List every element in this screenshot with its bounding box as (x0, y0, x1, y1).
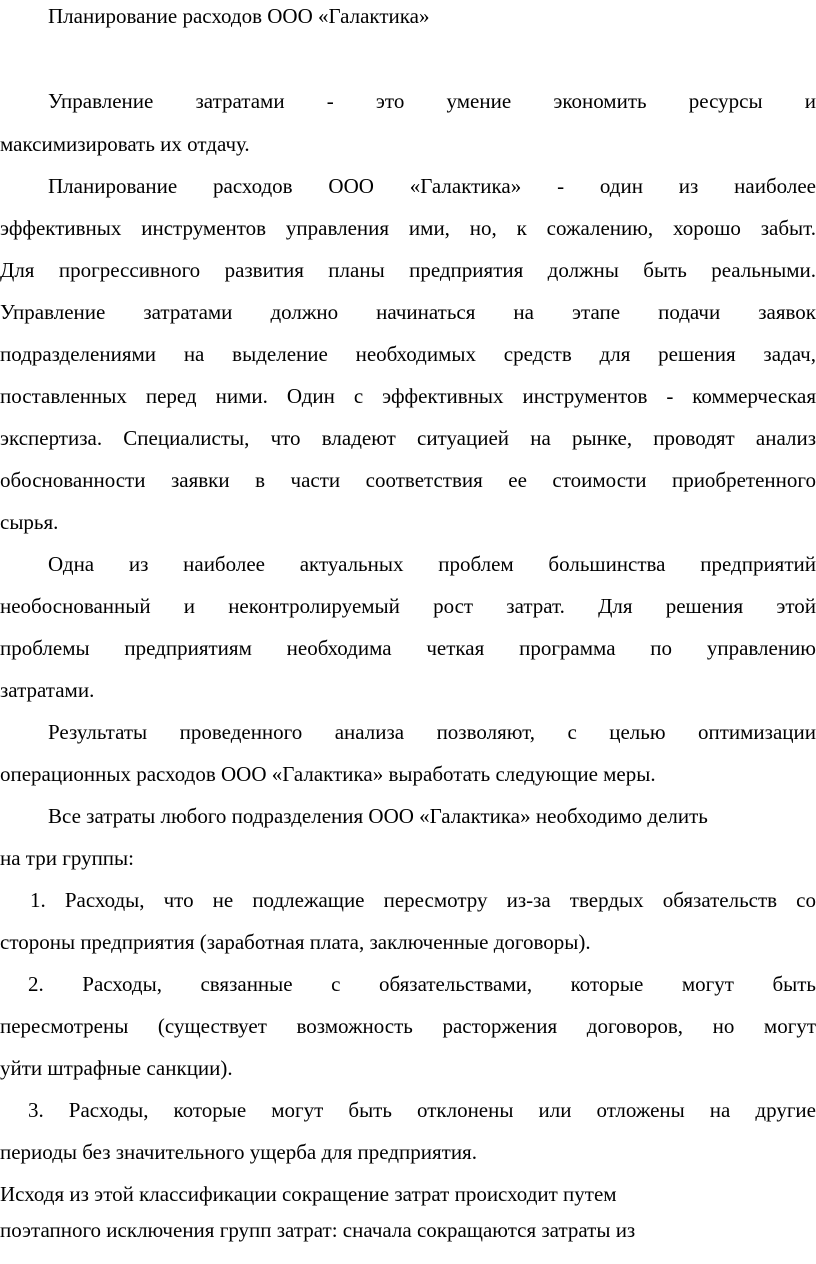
text-line: Одна из наиболее актуальных проблем большинства предприятий (48, 552, 816, 576)
text-line: поэтапного исключения групп затрат: сначала сокращаются затраты из (0, 1218, 636, 1242)
list-item-3: 3. Расходы, которые могут быть отклонены или отложены на другие (28, 1098, 816, 1122)
text-line: Планирование расходов ООО «Галактика» - один из наиболее (48, 174, 816, 198)
text-line: эффективных инструментов управления ими, но, к сожалению, хорошо забыт. (0, 216, 816, 240)
text-line: уйти штрафные санкции). (0, 1056, 233, 1080)
text-line: пересмотрены (существует возможность расторжения договоров, но могут (0, 1014, 816, 1038)
text-line: подразделениями на выделение необходимых средств для решения задач, (0, 342, 816, 366)
text-line: Управление затратами должно начинаться на этапе подачи заявок (0, 300, 816, 324)
text-line: Все затраты любого подразделения ООО «Галактика» необходимо делить (48, 804, 708, 828)
text-line: поставленных перед ними. Один с эффективных инструментов - коммерческая (0, 384, 816, 408)
text-line: Управление затратами - это умение экономить ресурсы и (48, 89, 816, 113)
text-line: необоснованный и неконтролируемый рост затрат. Для решения этой (0, 594, 816, 618)
text-line: обоснованности заявки в части соответствия ее стоимости приобретенного (0, 468, 816, 492)
text-line: Результаты проведенного анализа позволяют, с целью оптимизации (48, 720, 816, 744)
list-item-2: 2. Расходы, связанные с обязательствами, которые могут быть (28, 972, 816, 996)
text-line: экспертиза. Специалисты, что владеют ситуацией на рынке, проводят анализ (0, 426, 816, 450)
text-line: проблемы предприятиям необходима четкая программа по управлению (0, 636, 816, 660)
text-line: периоды без значительного ущерба для предприятия. (0, 1140, 477, 1164)
list-item-1: 1. Расходы, что не подлежащие пересмотру из-за твердых обязательств со (30, 888, 816, 912)
text-line: на три группы: (0, 846, 134, 870)
text-line: сырья. (0, 510, 59, 534)
text-line: Исходя из этой классификации сокращение затрат происходит путем (0, 1182, 617, 1206)
document-title: Планирование расходов ООО «Галактика» (48, 4, 430, 28)
text-line: операционных расходов ООО «Галактика» выработать следующие меры. (0, 762, 656, 786)
text-line: стороны предприятия (заработная плата, заключенные договоры). (0, 930, 591, 954)
text-line: затратами. (0, 678, 95, 702)
text-line: Для прогрессивного развития планы предприятия должны быть реальными. (0, 258, 816, 282)
text-line: максимизировать их отдачу. (0, 132, 250, 156)
